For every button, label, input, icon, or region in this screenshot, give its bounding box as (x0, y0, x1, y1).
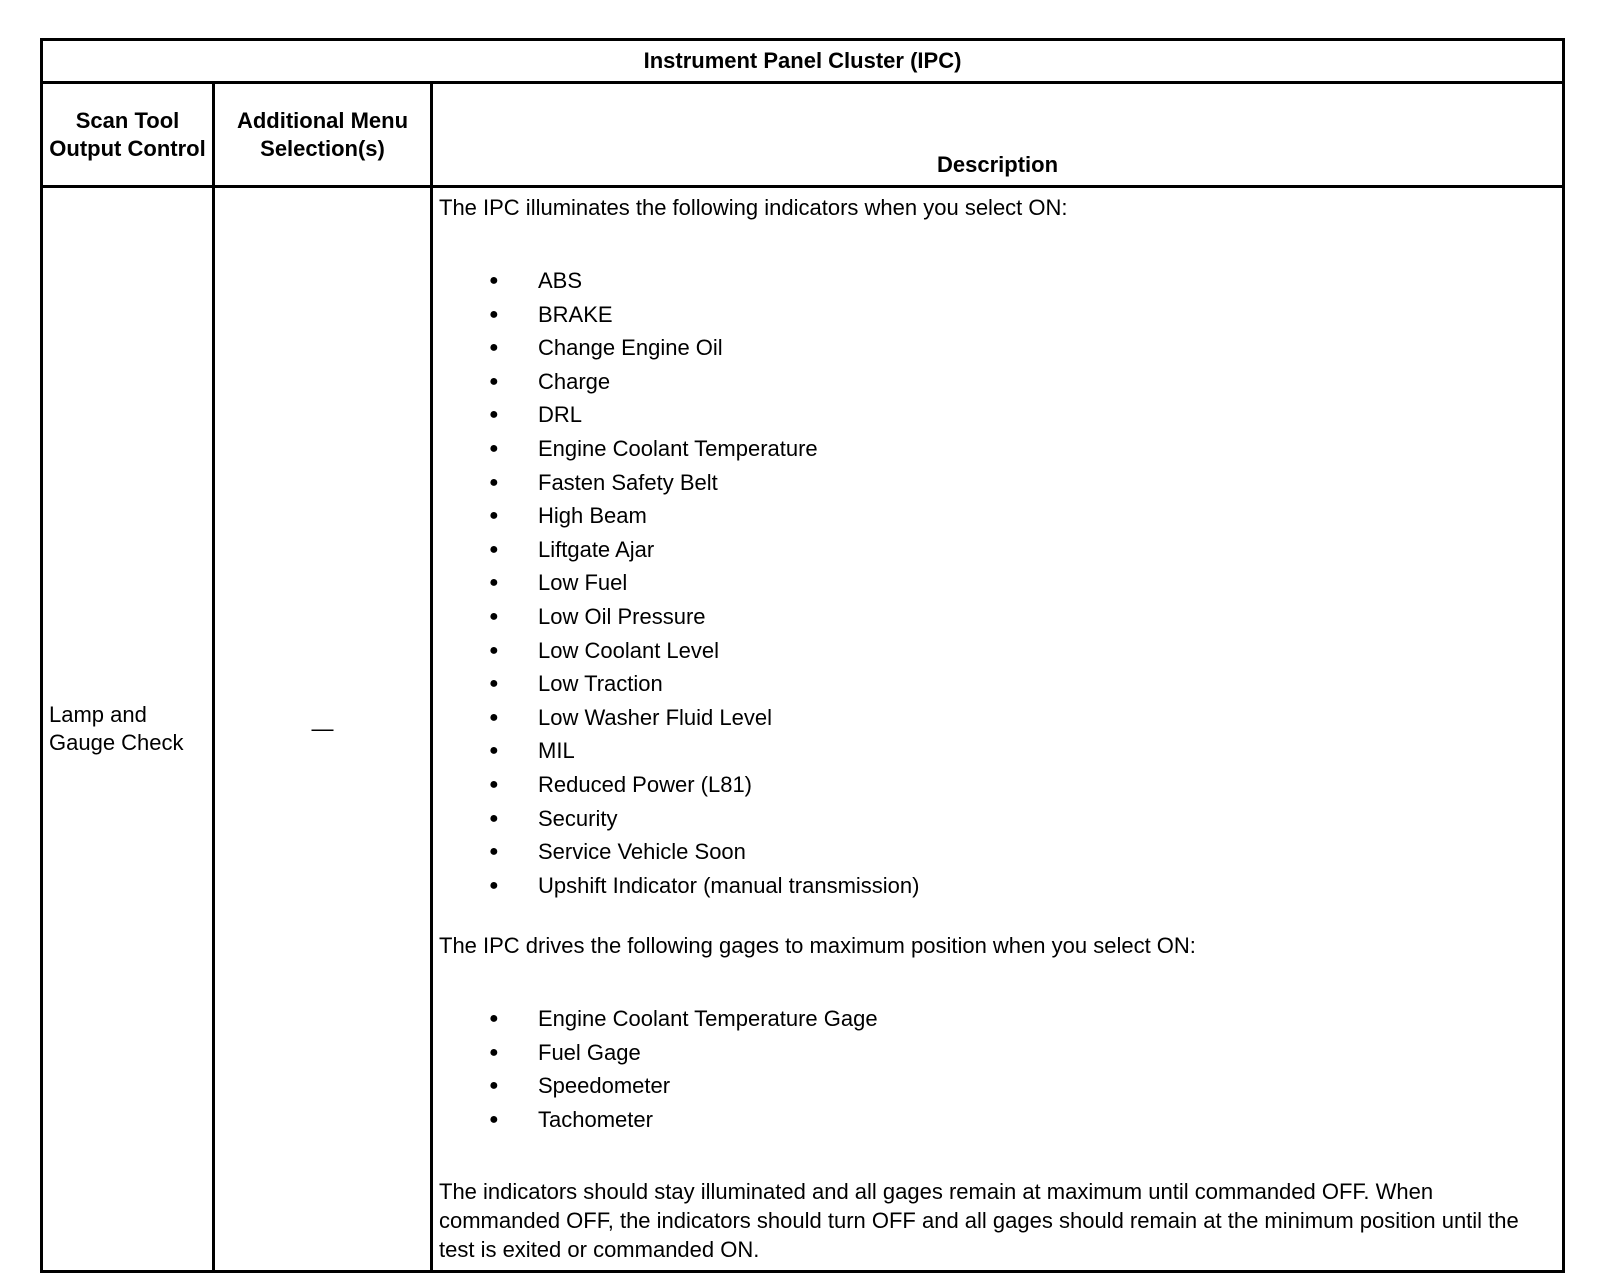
bullet-icon: ● (489, 339, 499, 357)
indicator-list-item (439, 365, 1552, 399)
bullet-icon: ● (489, 439, 499, 457)
indicator-list-item (439, 566, 1552, 600)
bullet-icon: ● (489, 641, 499, 659)
bullet-icon: ● (489, 876, 499, 894)
list-item-text: Low Washer Fluid Level (538, 704, 772, 730)
bullet-icon: ● (489, 775, 499, 793)
gage-list-item (439, 1002, 1552, 1036)
output-control-cell: Lamp and Gauge Check (42, 187, 214, 1272)
indicator-list-item (439, 466, 1552, 500)
indicator-list-item (439, 768, 1552, 802)
gage-list (439, 1002, 1552, 1136)
header-scan-tool-output-control: Scan Tool Output Control (42, 83, 214, 187)
list-item-text: Low Coolant Level (538, 637, 720, 663)
indicator-list-item (439, 331, 1552, 365)
bullet-icon: ● (489, 1077, 499, 1095)
list-item-text: Security (538, 805, 618, 831)
list-item-text: Engine Coolant Temperature Gage (538, 1006, 878, 1032)
bullet-icon: ● (489, 607, 499, 625)
bullet-icon: ● (489, 675, 499, 693)
list-item-text: Change Engine Oil (538, 335, 723, 361)
list-item-text: Low Traction (538, 671, 663, 697)
bullet-icon: ● (489, 372, 499, 390)
list-item-text: Engine Coolant Temperature (538, 435, 818, 461)
gages-intro: The IPC drives the following gages to maximum position when you select ON: (439, 933, 1196, 959)
header-additional-menu-selections: Additional Menu Selection(s) (214, 83, 432, 187)
indicator-list-item (439, 667, 1552, 701)
list-item-text: Low Fuel (538, 570, 628, 596)
indicators-intro: The IPC illuminates the following indicators when you select ON: (439, 195, 1068, 220)
bullet-icon: ● (489, 272, 499, 289)
bullet-icon: ● (489, 1010, 499, 1028)
gage-list-item (439, 1103, 1552, 1137)
indicator-list-item (439, 802, 1552, 836)
indicator-list-item (439, 533, 1552, 567)
description-cell (432, 187, 1564, 1272)
gage-list-item (439, 1036, 1552, 1070)
indicator-list-item (439, 701, 1552, 735)
bullet-icon: ● (489, 1043, 499, 1061)
indicator-list (439, 264, 1552, 902)
bullet-icon: ● (489, 708, 499, 726)
list-item-text: Fasten Safety Belt (538, 469, 718, 495)
table-row (42, 187, 1564, 1272)
bullet-icon: ● (489, 406, 499, 424)
bullet-icon: ● (489, 540, 499, 558)
header-description: Description (432, 83, 1564, 187)
bullet-icon: ● (489, 843, 499, 861)
list-item-text: MIL (538, 738, 575, 764)
bullet-icon: ● (489, 305, 499, 323)
gage-list-item (439, 1069, 1552, 1103)
indicator-list-item (439, 499, 1552, 533)
indicator-list-item (439, 634, 1552, 668)
list-item-text: Service Vehicle Soon (538, 839, 746, 865)
list-item-text: Reduced Power (L81) (538, 771, 753, 797)
indicator-list-item (439, 298, 1552, 332)
indicator-list-item (439, 869, 1552, 903)
list-item-text: Liftgate Ajar (538, 536, 655, 562)
indicator-list-item (439, 432, 1552, 466)
bullet-icon: ● (489, 574, 499, 592)
bullet-icon: ● (489, 1111, 499, 1129)
bullet-icon: ● (489, 473, 499, 491)
table-title: Instrument Panel Cluster (IPC) (42, 40, 1564, 83)
list-item-text: Low Oil Pressure (538, 603, 706, 629)
list-item-text: Charge (538, 368, 611, 394)
bullet-icon: ● (489, 507, 499, 525)
list-item-text: Tachometer (538, 1107, 653, 1133)
list-item-text: Speedometer (538, 1073, 671, 1099)
bullet-icon: ● (489, 742, 499, 760)
indicator-list-item (439, 734, 1552, 768)
list-item-text: Upshift Indicator (manual transmission) (538, 872, 920, 898)
indicator-list-item (439, 600, 1552, 634)
bullet-icon: ● (489, 809, 499, 827)
list-item-text: High Beam (538, 503, 647, 529)
list-item-text: DRL (538, 402, 583, 428)
indicator-list-item (439, 835, 1552, 869)
list-item-text: BRAKE (538, 301, 613, 327)
closing-note: The indicators should stay illuminated and all gages remain at maximum until commanded OFF. When commanded OFF, the indicators should turn OFF and all gages should remain at the minimum position until the test is exited or commanded ON. (439, 1178, 1519, 1262)
indicator-list-item (439, 398, 1552, 432)
indicator-list-item (439, 264, 1552, 298)
list-item-text: ABS (538, 268, 583, 293)
menu-selection-cell: — (214, 187, 432, 1272)
ipc-output-control-table (40, 38, 1565, 1273)
list-item-text: Fuel Gage (538, 1039, 641, 1065)
